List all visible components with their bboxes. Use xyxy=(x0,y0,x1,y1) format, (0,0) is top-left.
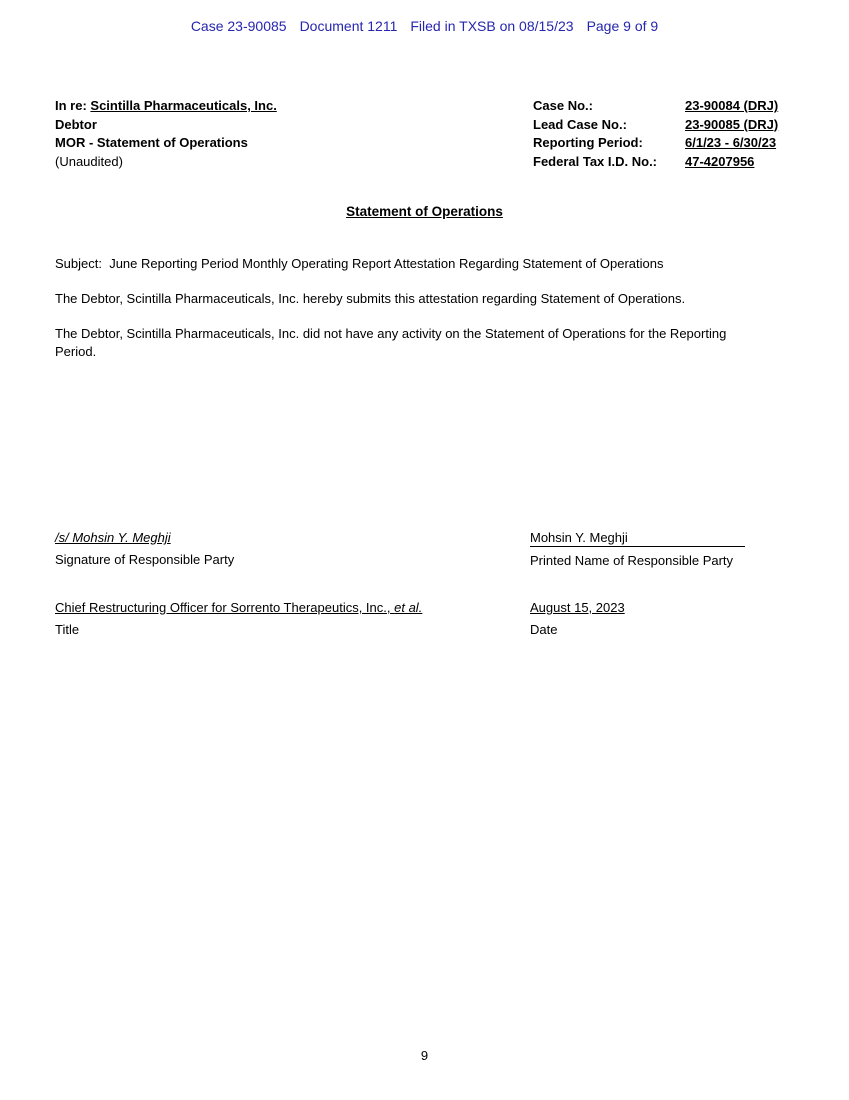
title-value-main: Chief Restructuring Officer for Sorrento Therapeutics, Inc., xyxy=(55,600,395,615)
reporting-period-value: 6/1/23 - 6/30/23 xyxy=(685,135,777,150)
page-title: Statement of Operations xyxy=(346,204,503,219)
case-no-label: Case No.: xyxy=(533,98,593,113)
lead-case-no-label: Lead Case No.: xyxy=(533,116,627,132)
page-number: 9 xyxy=(420,1048,429,1063)
reporting-period-label: Reporting Period: xyxy=(533,135,643,150)
federal-tax-id-value: 47-4207956 xyxy=(685,153,755,169)
debtor-info-block xyxy=(55,97,277,171)
title-cell xyxy=(55,599,422,638)
audit-note: (Unaudited) xyxy=(55,153,123,169)
in-re-line xyxy=(55,97,277,116)
stamp-document-number: Document 1211 xyxy=(299,18,398,34)
report-name: MOR - Statement of Operations xyxy=(55,135,248,150)
subject-line: Subject: June Reporting Period Monthly Operating Report Attestation Regarding Statement of Operations xyxy=(55,256,664,271)
debtor-label: Debtor xyxy=(55,116,97,132)
no-activity-paragraph: The Debtor, Scintilla Pharmaceuticals, Inc. did not have any activity on the Statement of Operations for the Reporting Period. xyxy=(55,326,727,359)
federal-tax-id-label: Federal Tax I.D. No.: xyxy=(533,153,658,169)
title-value-etal: et al. xyxy=(394,600,423,615)
in-re-label: In re: xyxy=(55,98,91,113)
stamp-filed-date: Filed in TXSB on 08/15/23 xyxy=(410,18,574,34)
date-value: August 15, 2023 xyxy=(530,600,625,615)
stamp-page-count: Page 9 of 9 xyxy=(586,18,659,34)
printed-name-label: Printed Name of Responsible Party xyxy=(530,553,734,568)
stamp-case-number: Case 23-90085 xyxy=(190,18,287,34)
court-filing-stamp xyxy=(0,18,849,34)
signature-cell xyxy=(55,529,234,568)
printed-name-cell xyxy=(530,529,745,569)
lead-case-no-value: 23-90085 (DRJ) xyxy=(685,116,779,132)
debtor-name: Scintilla Pharmaceuticals, Inc. xyxy=(90,98,277,113)
date-label: Date xyxy=(530,622,558,637)
case-no-value: 23-90084 (DRJ) xyxy=(685,98,779,113)
printed-name-value: Mohsin Y. Meghji xyxy=(530,530,745,547)
case-info-block xyxy=(533,97,778,171)
signature-label: Signature of Responsible Party xyxy=(55,552,235,567)
signature-value: /s/ Mohsin Y. Meghji xyxy=(55,530,171,545)
date-cell xyxy=(530,599,625,638)
title-value xyxy=(55,599,422,616)
title-label: Title xyxy=(55,622,80,637)
attestation-paragraph: The Debtor, Scintilla Pharmaceuticals, Inc. hereby submits this attestation regarding Statement of Operations. xyxy=(55,291,686,306)
